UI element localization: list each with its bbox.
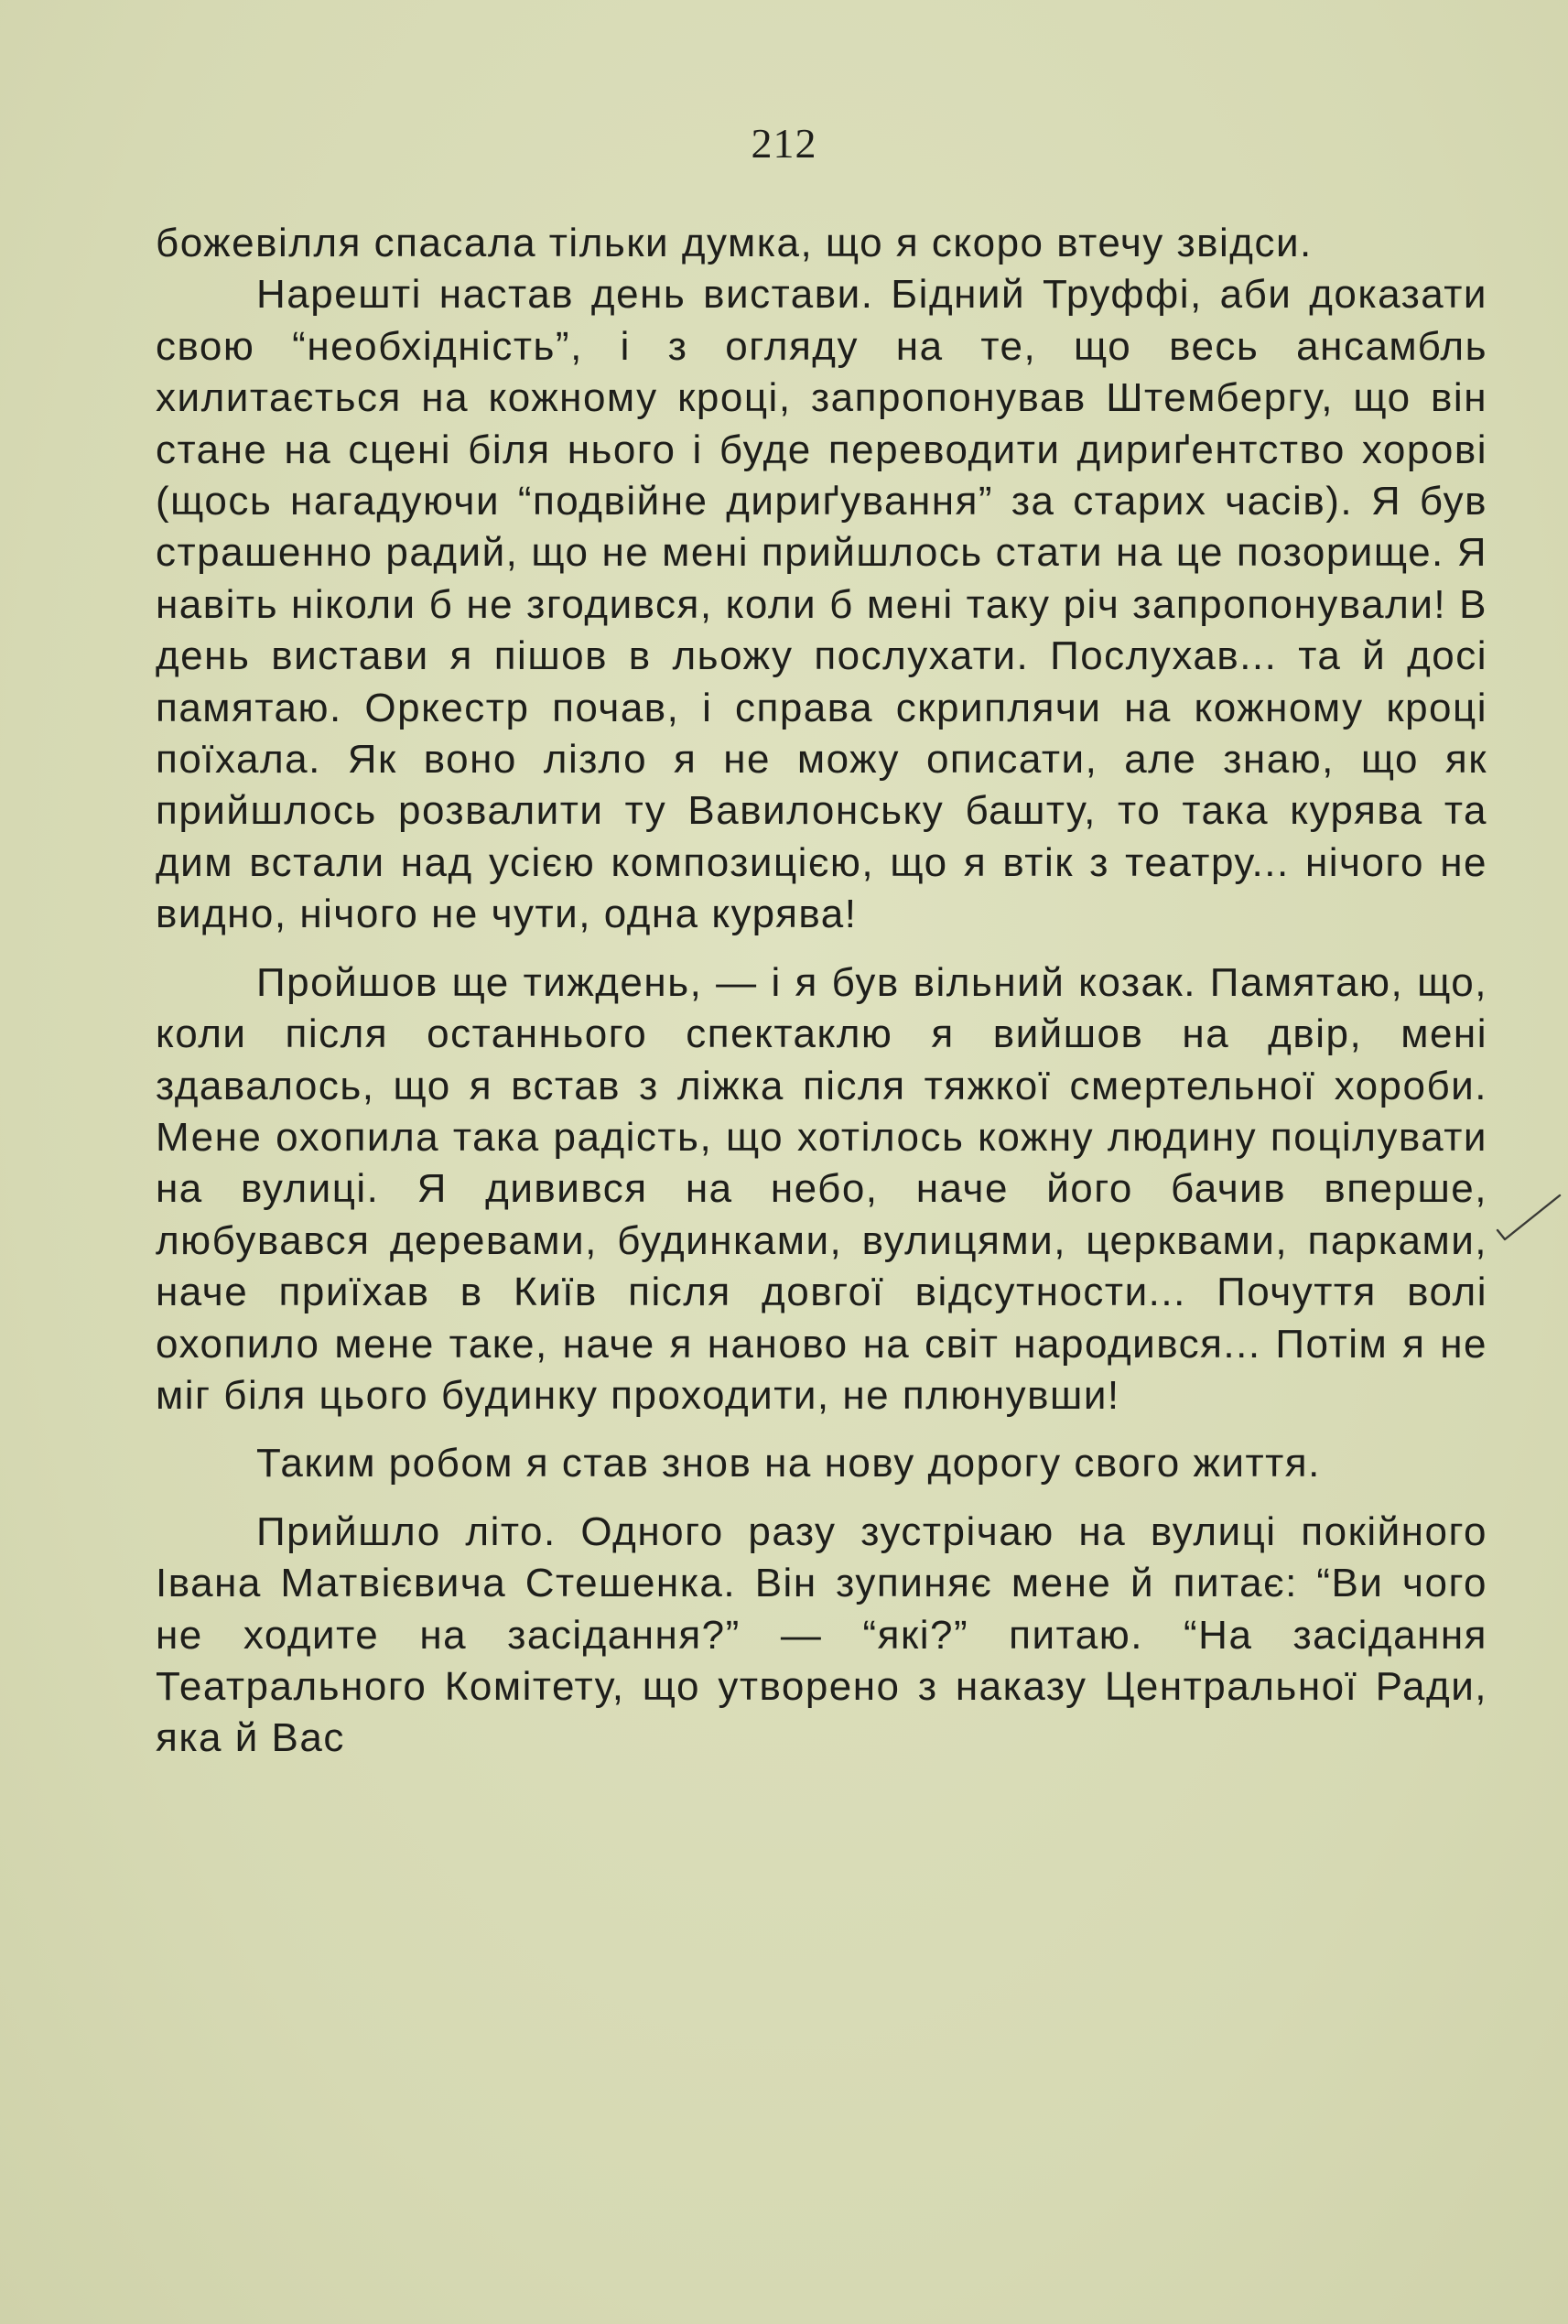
paragraph: Пройшов ще тиждень, — і я був вільний козак. Памятаю, що, коли після останнього спектаклю я вийшов на двір, мені здавалось, що я встав з ліжка після тяжкої смертельної хороби. Мене охопила така радість, що хотілось кожну людину поцілувати на вулиці. Я дивився на небо, наче його бачив вперше, любувався деревами, будинками, вулицями, церквами, парками, наче приїхав в Київ після довгої відсутности... Почуття волі охопило мене таке, наче я наново на світ народився... Потім я не міг біля цього будинку проходити, не плюнувши! <box>156 959 1487 1418</box>
page-number: 212 <box>751 120 817 167</box>
checkmark-icon <box>1492 1190 1565 1263</box>
paragraph: божевілля спасала тільки думка, що я скоро втечу звідси. <box>156 221 1313 265</box>
paragraph: Нарешті настав день вистави. Бідний Труффі, аби доказати свою “необхідність”, і з огляду на те, що весь ансамбль хилитається на кожному кроці, запропонував Штембергу, що він стане на сцені біля нього і буде переводити дириґентство хорові (щось нагадуючи “подвійне дириґування” за старих часів). Я був страшенно радий, що не мені прийшлось стати на це позорище. Я навіть ніколи б не згодився, коли б мені таку річ запропонували! В день вистави я пішов в льожу послухати. Послухав... та й досі памятаю. Оркестр почав, і справа скриплячи на кожному кроці поїхала. Як воно лізло я не можу описати, але знаю, що як прийшлось розвалити ту Вавилонську башту, то така курява та дим встали над усією композицією, що я втік з театру... нічого не видно, нічого не чути, одна курява! <box>156 272 1487 937</box>
body-text <box>156 218 1487 1765</box>
paragraph: Прийшло літо. Одного разу зустрічаю на вулиці покійного Івана Матвієвича Стешенка. Він зупиняє мене й питає: “Ви чого не ходите на засідання?” — “які?” питаю. “На засідання Театрального Комітету, що утворено з наказу Центральної Ради, яка й Вас <box>156 1508 1487 1761</box>
paragraph: Таким робом я став знов на нову дорогу свого життя. <box>256 1441 1321 1486</box>
